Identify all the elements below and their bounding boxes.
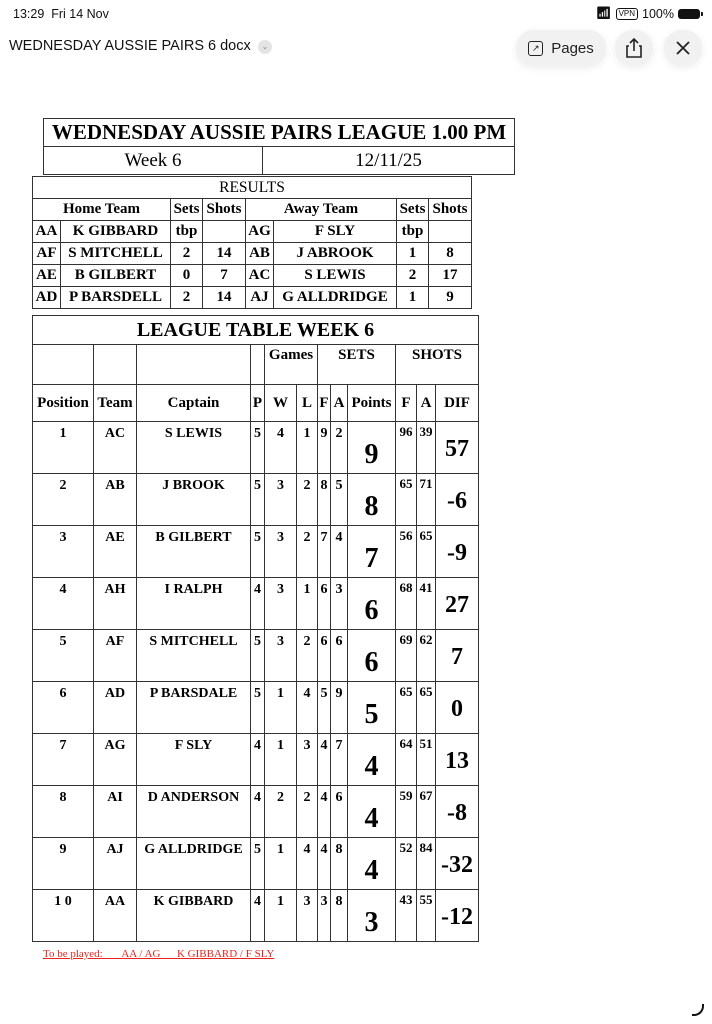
home-shots — [203, 221, 246, 243]
sets-against: 7 — [331, 734, 348, 786]
match-date: 12/11/25 — [263, 147, 515, 175]
home-shots: 7 — [203, 265, 246, 287]
sets-for: 7 — [318, 526, 331, 578]
week-label: Week 6 — [44, 147, 263, 175]
played: 5 — [251, 630, 265, 682]
status-bar — [0, 0, 712, 28]
lost: 4 — [297, 682, 318, 734]
results-table — [32, 176, 472, 309]
document-toolbar — [0, 30, 712, 70]
difference: 57 — [436, 422, 479, 474]
document-title[interactable]: WEDNESDAY AUSSIE PAIRS 6 docx — [9, 38, 251, 54]
share-icon — [626, 38, 642, 58]
away-shots: 8 — [429, 243, 472, 265]
home-sets: 0 — [171, 265, 203, 287]
league-row — [33, 838, 479, 890]
home-code: AD — [33, 287, 61, 309]
shots-against: 55 — [417, 890, 436, 942]
sets-against: 2 — [331, 422, 348, 474]
close-icon — [675, 40, 691, 56]
played: 4 — [251, 578, 265, 630]
played: 5 — [251, 526, 265, 578]
points: 7 — [348, 526, 396, 578]
open-in-pages-button[interactable] — [516, 30, 606, 66]
col-played: P — [251, 385, 265, 422]
sets-for: 4 — [318, 838, 331, 890]
sets-against: 6 — [331, 630, 348, 682]
blank-cell — [137, 345, 251, 385]
played: 4 — [251, 786, 265, 838]
away-code: AJ — [246, 287, 274, 309]
difference: 7 — [436, 630, 479, 682]
away-sets: tbp — [397, 221, 429, 243]
away-code: AB — [246, 243, 274, 265]
sets-against: 4 — [331, 526, 348, 578]
played: 4 — [251, 734, 265, 786]
league-row — [33, 474, 479, 526]
position: 7 — [33, 734, 94, 786]
shots-for: 59 — [396, 786, 417, 838]
shots-for: 96 — [396, 422, 417, 474]
resize-handle-icon[interactable] — [692, 1004, 704, 1016]
league-table-title: LEAGUE TABLE WEEK 6 — [33, 316, 479, 345]
position: 2 — [33, 474, 94, 526]
away-name: G ALLDRIDGE — [274, 287, 397, 309]
sets-for: 8 — [318, 474, 331, 526]
blank-cell — [33, 345, 94, 385]
col-points: Points — [348, 385, 396, 422]
home-code: AE — [33, 265, 61, 287]
league-row — [33, 578, 479, 630]
sets-against: 5 — [331, 474, 348, 526]
league-row — [33, 734, 479, 786]
col-away-sets: Sets — [397, 199, 429, 221]
sets-against: 9 — [331, 682, 348, 734]
league-row — [33, 630, 479, 682]
col-difference: DIF — [436, 385, 479, 422]
position: 8 — [33, 786, 94, 838]
lost: 1 — [297, 422, 318, 474]
shots-against: 84 — [417, 838, 436, 890]
difference: 0 — [436, 682, 479, 734]
captain: D ANDERSON — [137, 786, 251, 838]
away-name: J ABROOK — [274, 243, 397, 265]
won: 1 — [265, 890, 297, 942]
home-sets: tbp — [171, 221, 203, 243]
won: 1 — [265, 682, 297, 734]
shots-against: 62 — [417, 630, 436, 682]
sets-for: 6 — [318, 578, 331, 630]
won: 3 — [265, 526, 297, 578]
league-row — [33, 786, 479, 838]
sets-for: 6 — [318, 630, 331, 682]
captain: J BROOK — [137, 474, 251, 526]
home-sets: 2 — [171, 243, 203, 265]
team-code: AH — [94, 578, 137, 630]
position: 5 — [33, 630, 94, 682]
shots-against: 65 — [417, 682, 436, 734]
team-code: AD — [94, 682, 137, 734]
played: 4 — [251, 890, 265, 942]
difference: -32 — [436, 838, 479, 890]
home-code: AF — [33, 243, 61, 265]
shots-for: 65 — [396, 474, 417, 526]
home-name: B GILBERT — [61, 265, 171, 287]
position: 9 — [33, 838, 94, 890]
battery-percent: 100% — [642, 6, 674, 21]
share-button[interactable] — [615, 30, 653, 66]
team-code: AJ — [94, 838, 137, 890]
difference: 13 — [436, 734, 479, 786]
played: 5 — [251, 422, 265, 474]
results-row — [33, 287, 472, 309]
points: 4 — [348, 734, 396, 786]
away-name: S LEWIS — [274, 265, 397, 287]
col-team: Team — [94, 385, 137, 422]
blank-cell — [94, 345, 137, 385]
won: 1 — [265, 838, 297, 890]
results-title: RESULTS — [33, 177, 472, 199]
away-shots: 17 — [429, 265, 472, 287]
home-name: S MITCHELL — [61, 243, 171, 265]
close-button[interactable] — [664, 30, 702, 66]
home-shots: 14 — [203, 287, 246, 309]
league-row — [33, 890, 479, 942]
home-name: K GIBBARD — [61, 221, 171, 243]
pages-label: Pages — [551, 39, 594, 57]
lost: 3 — [297, 734, 318, 786]
position: 1 — [33, 422, 94, 474]
captain: F SLY — [137, 734, 251, 786]
captain: I RALPH — [137, 578, 251, 630]
shots-against: 41 — [417, 578, 436, 630]
won: 1 — [265, 734, 297, 786]
won: 3 — [265, 578, 297, 630]
league-table — [32, 315, 479, 942]
captain: S MITCHELL — [137, 630, 251, 682]
sets-against: 8 — [331, 838, 348, 890]
away-sets: 1 — [397, 287, 429, 309]
position: 4 — [33, 578, 94, 630]
status-right — [596, 6, 700, 21]
points: 4 — [348, 786, 396, 838]
away-shots — [429, 221, 472, 243]
results-row — [33, 243, 472, 265]
status-time: 13:29 Fri 14 Nov — [13, 7, 109, 21]
lost: 2 — [297, 474, 318, 526]
league-row — [33, 682, 479, 734]
points: 9 — [348, 422, 396, 474]
points: 6 — [348, 578, 396, 630]
vpn-badge: VPN — [616, 8, 638, 20]
shots-against: 65 — [417, 526, 436, 578]
sets-for: 9 — [318, 422, 331, 474]
position: 3 — [33, 526, 94, 578]
difference: -9 — [436, 526, 479, 578]
header-table — [43, 118, 515, 175]
captain: S LEWIS — [137, 422, 251, 474]
captain: G ALLDRIDGE — [137, 838, 251, 890]
home-name: P BARSDELL — [61, 287, 171, 309]
difference: -12 — [436, 890, 479, 942]
points: 6 — [348, 630, 396, 682]
played: 5 — [251, 682, 265, 734]
col-away-shots: Shots — [429, 199, 472, 221]
open-external-icon: ↗ — [528, 41, 543, 56]
points: 3 — [348, 890, 396, 942]
group-games: Games — [265, 345, 318, 385]
shots-against: 51 — [417, 734, 436, 786]
col-home-team: Home Team — [33, 199, 171, 221]
group-sets: SETS — [318, 345, 396, 385]
lost: 3 — [297, 890, 318, 942]
captain: K GIBBARD — [137, 890, 251, 942]
position: 6 — [33, 682, 94, 734]
sets-against: 3 — [331, 578, 348, 630]
lost: 2 — [297, 786, 318, 838]
difference: -6 — [436, 474, 479, 526]
col-home-sets: Sets — [171, 199, 203, 221]
lost: 2 — [297, 630, 318, 682]
won: 3 — [265, 474, 297, 526]
sets-for: 3 — [318, 890, 331, 942]
captain: P BARSDALE — [137, 682, 251, 734]
league-title: WEDNESDAY AUSSIE PAIRS LEAGUE 1.00 PM — [44, 119, 515, 147]
col-home-shots: Shots — [203, 199, 246, 221]
col-sets-against: A — [331, 385, 348, 422]
shots-for: 64 — [396, 734, 417, 786]
shots-against: 67 — [417, 786, 436, 838]
shots-for: 69 — [396, 630, 417, 682]
team-code: AC — [94, 422, 137, 474]
results-row — [33, 221, 472, 243]
col-away-team: Away Team — [246, 199, 397, 221]
shots-for: 43 — [396, 890, 417, 942]
away-shots: 9 — [429, 287, 472, 309]
col-captain: Captain — [137, 385, 251, 422]
team-code: AB — [94, 474, 137, 526]
won: 3 — [265, 630, 297, 682]
shots-for: 68 — [396, 578, 417, 630]
home-sets: 2 — [171, 287, 203, 309]
points: 5 — [348, 682, 396, 734]
col-shots-against: A — [417, 385, 436, 422]
difference: 27 — [436, 578, 479, 630]
col-shots-for: F — [396, 385, 417, 422]
col-lost: L — [297, 385, 318, 422]
won: 2 — [265, 786, 297, 838]
results-row — [33, 265, 472, 287]
wifi-icon: 📶︎ — [595, 6, 612, 20]
sets-for: 4 — [318, 786, 331, 838]
sets-for: 4 — [318, 734, 331, 786]
home-code: AA — [33, 221, 61, 243]
league-row — [33, 526, 479, 578]
home-shots: 14 — [203, 243, 246, 265]
away-code: AC — [246, 265, 274, 287]
col-won: W — [265, 385, 297, 422]
away-sets: 2 — [397, 265, 429, 287]
shots-against: 71 — [417, 474, 436, 526]
played: 5 — [251, 838, 265, 890]
shots-against: 39 — [417, 422, 436, 474]
sets-against: 8 — [331, 890, 348, 942]
chevron-down-icon[interactable]: ⌄ — [258, 40, 272, 54]
team-code: AI — [94, 786, 137, 838]
points: 8 — [348, 474, 396, 526]
points: 4 — [348, 838, 396, 890]
team-code: AG — [94, 734, 137, 786]
captain: B GILBERT — [137, 526, 251, 578]
shots-for: 56 — [396, 526, 417, 578]
away-sets: 1 — [397, 243, 429, 265]
team-code: AF — [94, 630, 137, 682]
lost: 1 — [297, 578, 318, 630]
played: 5 — [251, 474, 265, 526]
away-name: F SLY — [274, 221, 397, 243]
to-be-played-note: To be played: AA / AG K GIBBARD / F SLY — [43, 948, 275, 960]
lost: 4 — [297, 838, 318, 890]
shots-for: 65 — [396, 682, 417, 734]
position: 1 0 — [33, 890, 94, 942]
lost: 2 — [297, 526, 318, 578]
shots-for: 52 — [396, 838, 417, 890]
col-position: Position — [33, 385, 94, 422]
battery-icon — [678, 9, 700, 19]
sets-against: 6 — [331, 786, 348, 838]
col-sets-for: F — [318, 385, 331, 422]
difference: -8 — [436, 786, 479, 838]
league-row — [33, 422, 479, 474]
sets-for: 5 — [318, 682, 331, 734]
won: 4 — [265, 422, 297, 474]
away-code: AG — [246, 221, 274, 243]
team-code: AE — [94, 526, 137, 578]
blank-cell — [251, 345, 265, 385]
group-shots: SHOTS — [396, 345, 479, 385]
team-code: AA — [94, 890, 137, 942]
